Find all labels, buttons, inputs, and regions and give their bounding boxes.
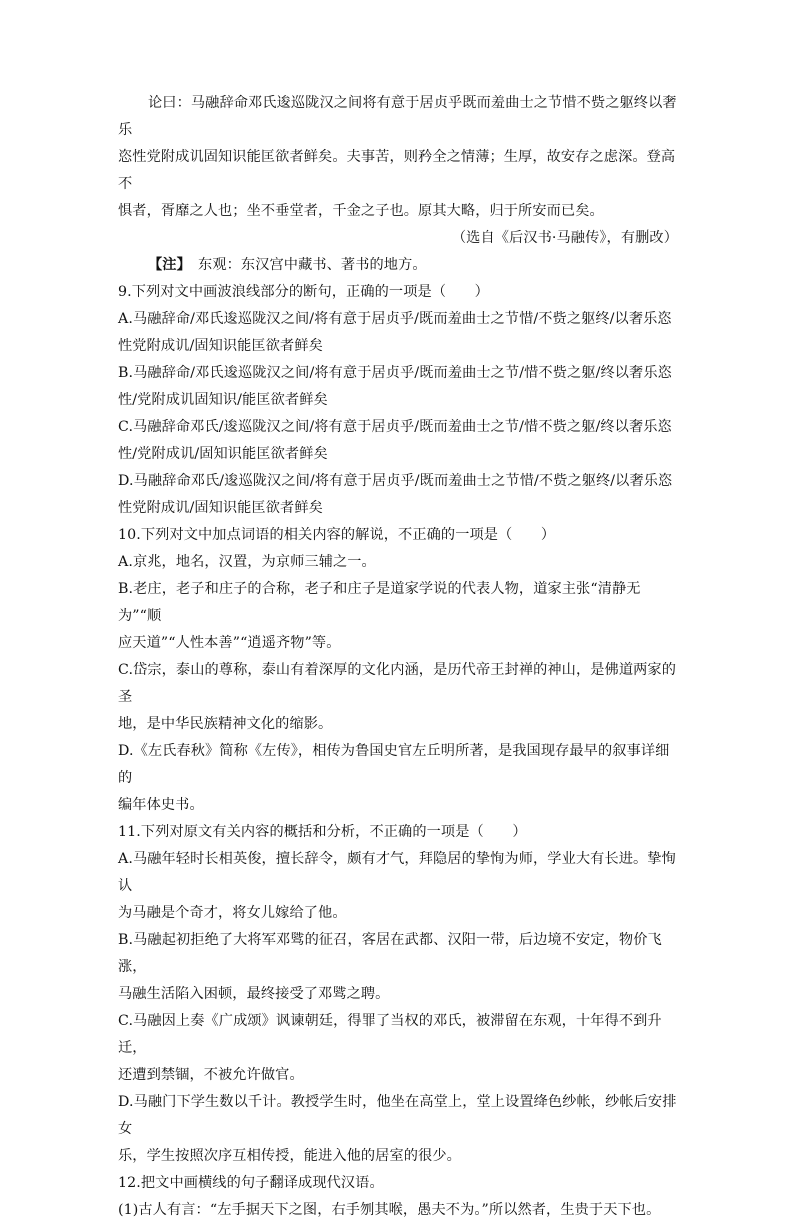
option-b-cont: 性/党附成讥固知识/能匡欲者鲜矣 xyxy=(118,392,328,408)
option-a: A.马融辞命/邓氏逡巡陇汉之间/将有意于居贞乎/既而羞曲士之节惜/不赀之躯终/以奢乐恣 xyxy=(118,311,672,327)
option-a: A.京兆，地名，汉置，为京师三辅之一。 xyxy=(118,554,376,570)
option-b-cont: 应天道”“人性本善”“逍遥齐物”等。 xyxy=(118,635,341,651)
document-content xyxy=(118,90,678,1224)
question-9 xyxy=(118,279,678,522)
option-b: B.老庄，老子和庄子的合称，老子和庄子是道家学说的代表人物，道家主张“清静无为”“顺 xyxy=(118,581,641,624)
option-c: C.岱宗，泰山的尊称，泰山有着深厚的文化内涵，是历代帝王封禅的神山，是佛道两家的圣 xyxy=(118,662,676,705)
question-stem: 11.下列对原文有关内容的概括和分析，不正确的一项是（ ） xyxy=(118,824,527,840)
option-d: D.马融门下学生数以千计。教授学生时，他坐在高堂上，堂上设置绛色纱帐，纱帐后安排女 xyxy=(118,1094,677,1137)
question-stem: 9.下列对文中画波浪线部分的断句，正确的一项是（ ） xyxy=(118,284,489,300)
option-b: B.马融起初拒绝了大将军邓骘的征召，客居在武都、汉阳一带，后边境不安定，物价飞涨， xyxy=(118,932,662,975)
passage-note xyxy=(118,252,678,279)
note-text: 东观：东汉宫中藏书、著书的地方。 xyxy=(183,257,427,273)
option-c: C.马融辞命邓氏/逡巡陇汉之间/将有意于居贞乎/既而羞曲士之节/惜不赀之躯/终以奢乐恣 xyxy=(118,419,672,435)
passage-source: （选自《后汉书·马融传》，有删改） xyxy=(451,230,678,246)
option-a-cont: 为马融是个奇才，将女儿嫁给了他。 xyxy=(118,905,347,921)
passage-line: 论曰：马融辞命邓氏逡巡陇汉之间将有意于居贞乎既而羞曲士之节惜不赀之躯终以奢乐 xyxy=(118,95,677,138)
passage-line: 惧者，胥靡之人也；坐不垂堂者，千金之子也。原其大略，归于所安而已矣。 xyxy=(118,203,604,219)
option-c-cont: 地，是中华民族精神文化的缩影。 xyxy=(118,716,333,732)
option-d-cont: 编年体史书。 xyxy=(118,797,204,813)
option-b-cont: 马融生活陷入困顿，最终接受了邓骘之聘。 xyxy=(118,986,390,1002)
passage-line: 恣性党附成讥固知识能匡欲者鲜矣。夫事苦，则矜全之情薄；生厚，故安存之虑深。登高不 xyxy=(118,149,676,192)
option-c-cont: 性/党附成讥/固知识能匡欲者鲜矣 xyxy=(118,446,328,462)
question-11 xyxy=(118,819,678,1170)
option-d-cont: 乐，学生按照次序互相传授，能进入他的居室的很少。 xyxy=(118,1148,461,1164)
question-stem: 10.下列对文中加点词语的相关内容的解说，不正确的一项是（ ） xyxy=(118,527,556,543)
option-c-cont: 还遭到禁锢，不被允许做官。 xyxy=(118,1067,304,1083)
question-12 xyxy=(118,1170,678,1224)
question-stem: 12.把文中画横线的句子翻译成现代汉语。 xyxy=(118,1175,384,1191)
option-d: D.《左氏春秋》简称《左传》，相传为鲁国史官左丘明所著，是我国现存最早的叙事详细的 xyxy=(118,743,670,786)
option-c: C.马融因上奏《广成颂》讽谏朝廷，得罪了当权的邓氏，被滞留在东观，十年得不到升迁， xyxy=(118,1013,662,1056)
option-a-cont: 性党附成讥/固知识能匡欲者鲜矣 xyxy=(118,338,323,354)
option-a: A.马融年轻时长相英俊，擅长辞令，颇有才气，拜隐居的挚恂为师，学业大有长进。挚恂认 xyxy=(118,851,676,894)
translation-item-1: (1)古人有言：“左手据天下之图，右手刎其喉，愚夫不为。”所以然者，生贵于天下也。 xyxy=(118,1202,661,1218)
option-d-cont: 性党附成讥/固知识能匡欲者鲜矣 xyxy=(118,500,323,516)
option-b: B.马融辞命/邓氏逡巡陇汉之间/将有意于居贞乎/既而羞曲士之节/惜不赀之躯/终以奢乐恣 xyxy=(118,365,672,381)
note-label: 【注】 xyxy=(148,257,184,273)
passage-commentary xyxy=(118,90,678,279)
option-d: D.马融辞命邓氏/逡巡陇汉之间/将有意于居贞乎/既而羞曲士之节惜/不赀之躯终/以奢乐恣 xyxy=(118,473,673,489)
question-10 xyxy=(118,522,678,819)
